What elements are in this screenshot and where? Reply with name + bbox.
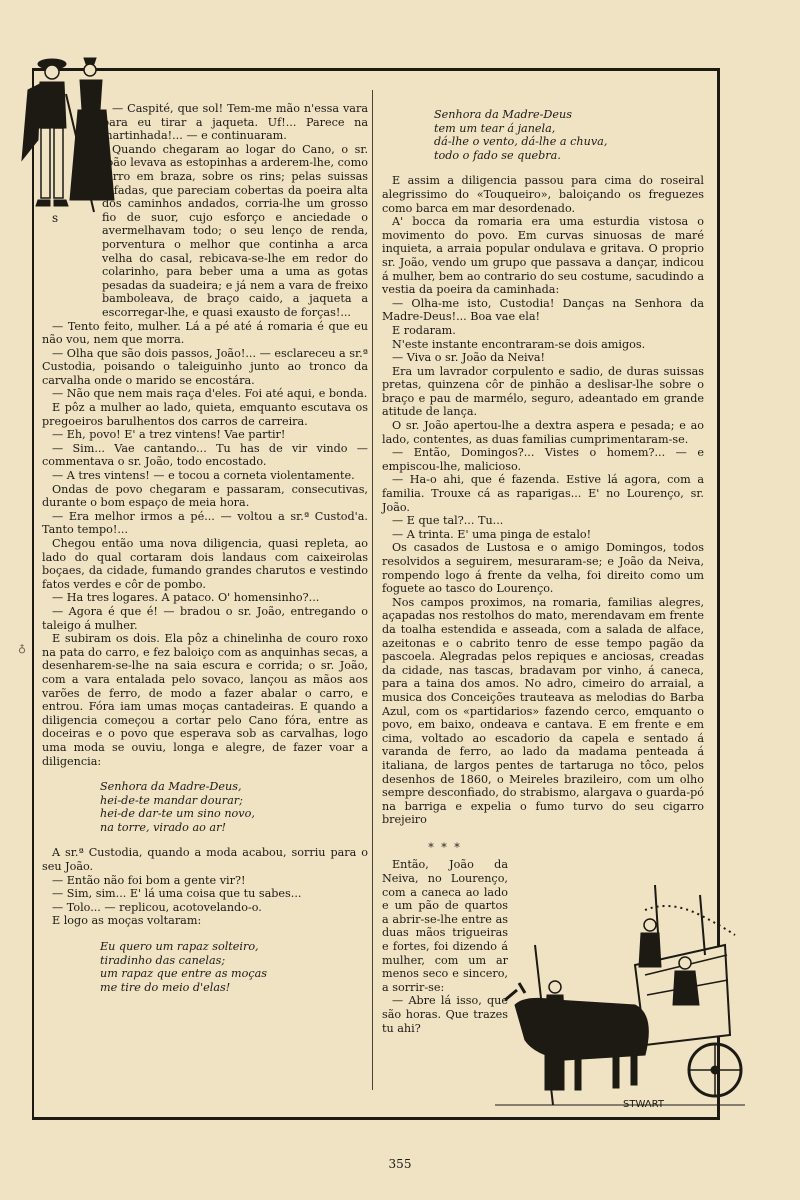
left-column — [42, 102, 368, 1006]
paragraph: — Agora é que é! — bradou o sr. João, entregando o taleigo á mulher. — [42, 604, 368, 632]
illustrator-signature: STWART — [623, 1099, 664, 1110]
paragraph: — Abre lá isso, que são horas. Que trazes tu ahi? — [382, 994, 508, 1035]
paragraph: — A trinta. E' uma pinga de estalo! — [392, 527, 592, 541]
paragraph: — Viva o sr. João da Neiva! — [392, 351, 546, 365]
paragraph: Chegou então uma nova diligencia, quasi repleta, ao lado do qual cortaram dois landaus com caixeirolas boçaes, da cidade, fumando grandes charutos e vestindo fatos verdes e côr de pombo. — [42, 537, 368, 591]
paragraph: — E que tal?... Tu... — [392, 514, 504, 528]
paragraph: — Tento feito, mulher. Lá a pé até á romaria é que eu não vou, nem que morra. — [42, 319, 368, 347]
paragraph: — Olha-me isto, Custodia! Danças na Senhora da Madre-Deus!... Boa vae ela! — [382, 296, 704, 324]
paragraph: E logo as moças voltaram: — [52, 914, 202, 928]
page-number: 355 — [388, 1157, 412, 1171]
verse-line: me tire do meio d'elas! — [100, 980, 231, 994]
paragraph: A sr.ª Custodia, quando a moda acabou, sorriu para o seu João. — [42, 846, 368, 874]
verse-line: Eu quero um rapaz solteiro, — [100, 940, 259, 954]
ox-cart-illustration — [495, 855, 745, 1115]
paragraph: — A tres vintens! — e tocou a corneta violentamente. — [52, 469, 355, 483]
paragraph: Ondas de povo chegaram e passaram, consecutivas, durante o bom espaço de meia hora. — [42, 482, 368, 510]
paragraph: A' bocca da romaria era uma esturdia vistosa o movimento do povo. Em curvas sinuosas de maré inquieta, a arraia popular ondulava e gritava. O proprio sr. João, vendo um grupo que passava a dançar, indicou á mulher, bem ao contrario do seu costume, sacudindo a vestia da poeira da caminhada: — [382, 215, 704, 297]
paragraph: — Olha que são dois passos, João!... — esclareceu a sr.ª Custodia, poisando o taleiguinho junto ao tronco da carvalha onde o marido se encostára. — [42, 346, 368, 387]
verse-line: um rapaz que entre as moças — [100, 967, 268, 981]
paragraph: Quando chegaram ao logar do Cano, o sr. João levava as estopinhas a arderem-lhe, como ferro em braza, sobre os rins; pelas suissas tufadas, que pareciam cobertas da poeira alta dos caminhos andados, corria-lhe um grosso fio de suor, cujo esforço e anciedade o avermelhavam todo; o seu lenço de renda, porventura o melhor que continha a arca velha do casal, rebicava-se-lhe em redor do colarinho, para beber uma a uma as gotas pesadas da suadeira; e já nem a vara de freixo bamboleava, de braço caido, a jaqueta a escorregar-lhe, e quasi exausto de forças!... — [102, 142, 368, 319]
paragraph: N'este instante encontraram-se dois amigos. — [392, 337, 646, 351]
paragraph: Era um lavrador corpulento e sadio, de duras suissas pretas, quinzena côr de pinhão a deslisar-lhe sobre o braço e pau de marmélo, seguro, adeantado em grande atitude de lança. — [382, 364, 704, 419]
margin-mark: ♁ — [18, 642, 27, 655]
verse-line: tiradinho das canelas; — [100, 953, 226, 967]
verse-stanza — [434, 108, 704, 162]
verse-stanza — [100, 780, 368, 834]
column-divider — [372, 90, 374, 1090]
verse-line: Senhora da Madre-Deus — [434, 108, 572, 121]
paragraph: — Então não foi bom a gente vir?! — [52, 873, 246, 887]
verse-line: todo o fado se quebra. — [434, 148, 561, 162]
paragraph: O sr. João apertou-lhe a dextra aspera e pesada; e ao lado, contentes, as duas familias cumprimentaram-se. — [382, 419, 704, 446]
paragraph: — Sim... Vae cantando... Tu has de vir vindo — commentava o sr. João, todo encostado. — [42, 441, 368, 469]
verse-line: dá-lhe o vento, dá-lhe a chuva, — [434, 135, 608, 149]
verse-line: hei-de-te mandar dourar; — [100, 793, 243, 807]
verse-line: hei-de dar-te um sino novo, — [100, 807, 255, 821]
paragraph: — Caspité, que sol! Tem-me mão n'essa vara para eu tirar a jaqueta. Uf!... Parece na martinhada!... — e continuaram. — [102, 102, 368, 143]
paragraph: — Tolo... — replicou, acotovelando-o. — [52, 900, 262, 914]
paragraph: — Sim, sim... E' lá uma coisa que tu sabes... — [52, 887, 302, 901]
paragraph: E subiram os dois. Ela pôz a chinelinha de couro roxo na pata do carro, e fez baloiço com as anquinhas secas, a desenharem-se-lhe na saia escura e corrida; o sr. João, com a vara entalada pelo sovaco, lançou as mãos aos varões de ferro, de modo a fazer abalar o carro, e entrou. Fóra iam umas moças cantadeiras. E quando a diligencia começou a cortar pelo Cano fóra, entre as doceiras e o povo que esperava sob as carvalhas, logo uma moda se ouviu, longa e alegre, de fazer voar a diligencia: — [42, 632, 368, 768]
paragraph: E rodaram. — [392, 323, 456, 337]
paragraph: E assim a diligencia passou para cima do roseiral alegrissimo do «Touqueiro», baloiçando os freguezes como barca em mar desordenado. — [382, 174, 704, 215]
paragraph: — Então, Domingos?... Vistes o homem?... — e empiscou-lhe, malicioso. — [382, 446, 704, 473]
paragraph: — Era melhor irmos a pé... — voltou a sr.ª Custod'a. Tanto tempo!... — [42, 509, 368, 537]
verse-stanza — [100, 940, 368, 994]
paragraph: Então, João da Neiva, no Lourenço, com a caneca ao lado e um pão de quartos a abrir-se-lhe entre as duas mãos trigueiras e fortes, foi dizendo á mulher, com um ar menos seco e sincero, a sorrir-se: — [382, 858, 508, 994]
verse-line: tem um tear á janela, — [434, 121, 556, 135]
svg-text:s: s — [52, 211, 59, 225]
paragraph: Os casados de Lustosa e o amigo Domingos, todos resolvidos a seguirem, mesuraram-se; e João da Neiva, rompendo logo á frente da velha, foi direito como um foguete ao tasco do Lourenço. — [382, 541, 704, 596]
paragraph: — Eh, povo! E' a trez vintens! Vae partir! — [52, 428, 286, 442]
paragraph: — Não que nem mais raça d'eles. Foi até aqui, e bonda. — [52, 387, 368, 401]
paragraph: — Ha-o ahi, que é fazenda. Estive lá agora, com a familia. Trouxe cá as raparigas... E' no Lourenço, sr. João. — [382, 473, 704, 514]
verse-line: Senhora da Madre-Deus, — [100, 780, 242, 794]
paragraph: E pôz a mulher ao lado, quieta, emquanto escutava os pregoeiros barulhentos dos carros de carreira. — [42, 401, 368, 428]
section-separator: * * * — [428, 840, 462, 854]
paragraph: — Ha tres logares. A pataco. O' homensinho?... — [52, 591, 320, 605]
paragraph: Nos campos proximos, na romaria, familias alegres, açapadas nos restolhos do mato, merendavam em frente da toalha estendida e asseada, com a salada de alface, azeitonas e o cabrito tenro de esse tempo pagão da pascoela. Alegradas pelos repiques e anciosas, creadas da cidade, nas tascas, bradavam por vinho, á caneca, para a taina dos amos. No adro, cimeiro do arraial, a musica dos Conceições trauteava as melodias do Barba Azul, com os «partidarios» fazendo cerco, emquanto o povo, em baixo, ondeava e cantava. E em frente e em cima, voltado ao escadorio da capela e sentado á varanda de ferro, ao lado da madama penteada á italiana, de largos pentes de tartaruga no tôco, pelos desenhos de 1860, o Meireles brazileiro, com um olho sempre desconfiado, do strabismo, alargava o guarda-pó na barriga e expelia o fumo turvo do seu cigarro brejeiro — [382, 595, 705, 827]
verse-line: na torre, virado ao ar! — [100, 820, 226, 834]
